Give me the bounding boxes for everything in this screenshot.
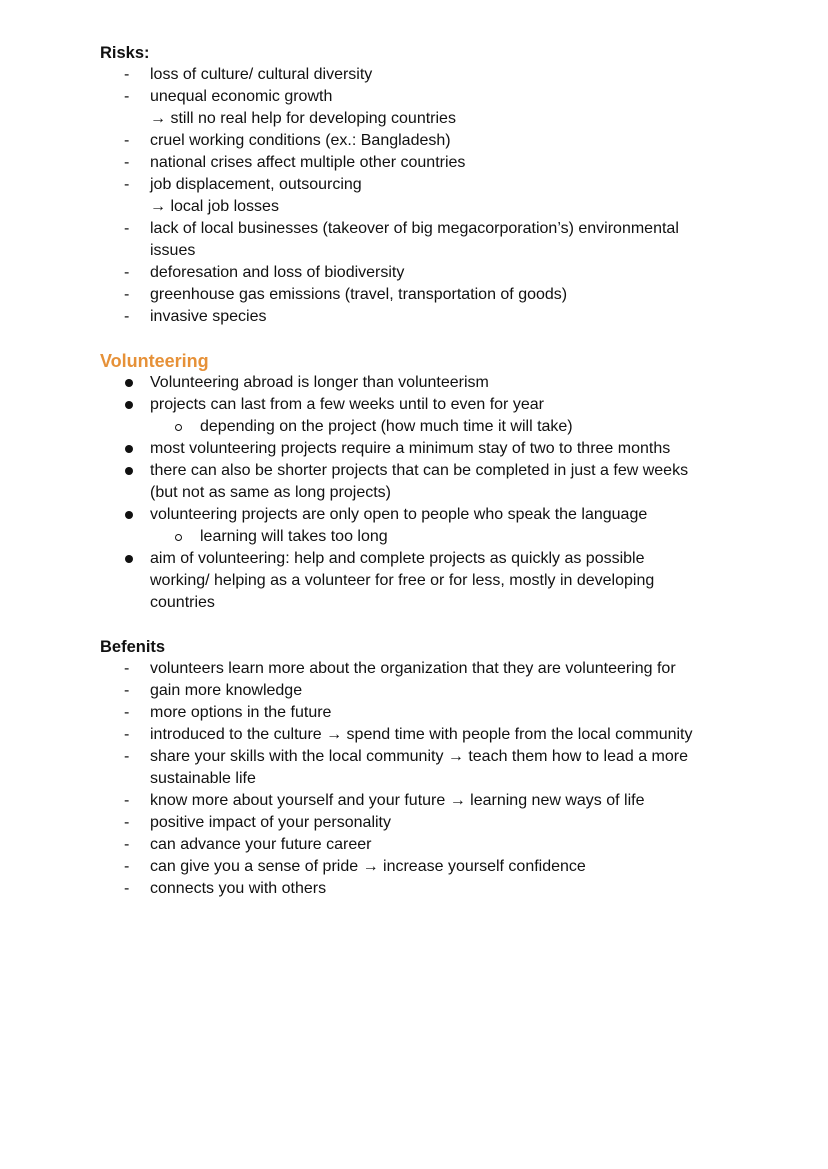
list-item-text: know more about yourself and your future → learning new ways of life xyxy=(150,792,645,809)
list-item-text: loss of culture/ cultural diversity xyxy=(150,66,373,83)
dash-marker: - xyxy=(124,880,130,897)
bullet-icon xyxy=(125,379,133,387)
dash-marker: - xyxy=(124,88,130,105)
benefits-list xyxy=(0,658,828,900)
list-item-text: connects you with others xyxy=(150,880,327,897)
list-item-text: projects can last from a few weeks until to even for year xyxy=(150,396,544,413)
list-item-text: share your skills with the local community → teach them how to lead a more xyxy=(150,748,689,765)
list-item-text: most volunteering projects require a minimum stay of two to three months xyxy=(150,440,671,457)
list-item-text: gain more knowledge xyxy=(150,682,303,699)
list-item-text: unequal economic growth xyxy=(150,88,333,105)
list-item xyxy=(0,152,828,174)
dash-marker: - xyxy=(124,286,130,303)
list-item-text: national crises affect multiple other countries xyxy=(150,154,466,171)
dash-marker: - xyxy=(124,264,130,281)
list-item xyxy=(0,592,828,614)
list-item-text: aim of volunteering: help and complete projects as quickly as possible xyxy=(150,550,645,567)
list-item-text: countries xyxy=(150,594,215,611)
hollow-bullet-icon xyxy=(175,424,182,431)
dash-marker: - xyxy=(124,814,130,831)
list-item-text: cruel working conditions (ex.: Bangladesh) xyxy=(150,132,451,149)
list-item xyxy=(0,878,828,900)
dash-marker: - xyxy=(124,154,130,171)
volunteering-heading: Volunteering xyxy=(100,351,209,371)
volunteering-list xyxy=(0,372,828,614)
list-item-text: working/ helping as a volunteer for free or for less, mostly in developing xyxy=(150,572,655,589)
list-item xyxy=(0,240,828,262)
list-item xyxy=(0,372,828,394)
list-item xyxy=(0,394,828,416)
list-item-text: positive impact of your personality xyxy=(150,814,391,831)
list-item xyxy=(0,724,828,746)
list-item-text: invasive species xyxy=(150,308,267,325)
list-item-text: more options in the future xyxy=(150,704,332,721)
list-item xyxy=(0,856,828,878)
list-item xyxy=(0,834,828,856)
list-item-text: Volunteering abroad is longer than volunteerism xyxy=(150,374,489,391)
list-item xyxy=(0,460,828,482)
bullet-icon xyxy=(125,555,133,563)
dash-marker: - xyxy=(124,792,130,809)
list-item xyxy=(0,680,828,702)
list-item xyxy=(0,790,828,812)
list-item xyxy=(0,482,828,504)
dash-marker: - xyxy=(124,660,130,677)
bullet-icon xyxy=(125,467,133,475)
dash-marker: - xyxy=(124,726,130,743)
list-item-text: introduced to the culture → spend time with people from the local community xyxy=(150,726,693,743)
list-item xyxy=(0,658,828,680)
list-item xyxy=(0,108,828,130)
dash-marker: - xyxy=(124,748,130,765)
list-item xyxy=(0,306,828,328)
list-item xyxy=(0,86,828,108)
list-item-text: can advance your future career xyxy=(150,836,372,853)
dash-marker: - xyxy=(124,308,130,325)
risks-heading: Risks: xyxy=(100,44,150,62)
list-item-text: → local job losses xyxy=(150,198,279,215)
list-item xyxy=(0,130,828,152)
bullet-icon xyxy=(125,445,133,453)
list-item xyxy=(0,416,828,438)
list-item xyxy=(0,526,828,548)
list-item xyxy=(0,218,828,240)
dash-marker: - xyxy=(124,66,130,83)
list-item-text: → still no real help for developing countries xyxy=(150,110,456,127)
list-item xyxy=(0,768,828,790)
list-item xyxy=(0,196,828,218)
dash-marker: - xyxy=(124,836,130,853)
list-item xyxy=(0,438,828,460)
list-item-text: volunteering projects are only open to people who speak the language xyxy=(150,506,648,523)
list-item xyxy=(0,548,828,570)
dash-marker: - xyxy=(124,682,130,699)
list-item-text: greenhouse gas emissions (travel, transportation of goods) xyxy=(150,286,568,303)
list-item xyxy=(0,702,828,724)
list-item-text: (but not as same as long projects) xyxy=(150,484,392,501)
list-item-text: lack of local businesses (takeover of big megacorporation’s) environmental xyxy=(150,220,679,237)
list-item-text: deforesation and loss of biodiversity xyxy=(150,264,405,281)
list-item xyxy=(0,174,828,196)
list-item xyxy=(0,812,828,834)
list-item-text: can give you a sense of pride → increase yourself confidence xyxy=(150,858,586,875)
dash-marker: - xyxy=(124,132,130,149)
dash-marker: - xyxy=(124,704,130,721)
dash-marker: - xyxy=(124,176,130,193)
list-item-text: volunteers learn more about the organization that they are volunteering for xyxy=(150,660,676,677)
risks-list xyxy=(0,64,828,328)
list-item-text: issues xyxy=(150,242,196,259)
dash-marker: - xyxy=(124,220,130,237)
list-item-text: sustainable life xyxy=(150,770,256,787)
hollow-bullet-icon xyxy=(175,534,182,541)
list-item xyxy=(0,746,828,768)
list-item xyxy=(0,64,828,86)
bullet-icon xyxy=(125,401,133,409)
bullet-icon xyxy=(125,511,133,519)
list-item xyxy=(0,284,828,306)
list-item-text: learning will takes too long xyxy=(200,528,388,545)
list-item-text: depending on the project (how much time it will take) xyxy=(200,418,573,435)
list-item-text: there can also be shorter projects that can be completed in just a few weeks xyxy=(150,462,689,479)
list-item xyxy=(0,504,828,526)
list-item-text: job displacement, outsourcing xyxy=(150,176,362,193)
benefits-heading: Befenits xyxy=(100,638,166,656)
list-item xyxy=(0,570,828,592)
list-item xyxy=(0,262,828,284)
dash-marker: - xyxy=(124,858,130,875)
